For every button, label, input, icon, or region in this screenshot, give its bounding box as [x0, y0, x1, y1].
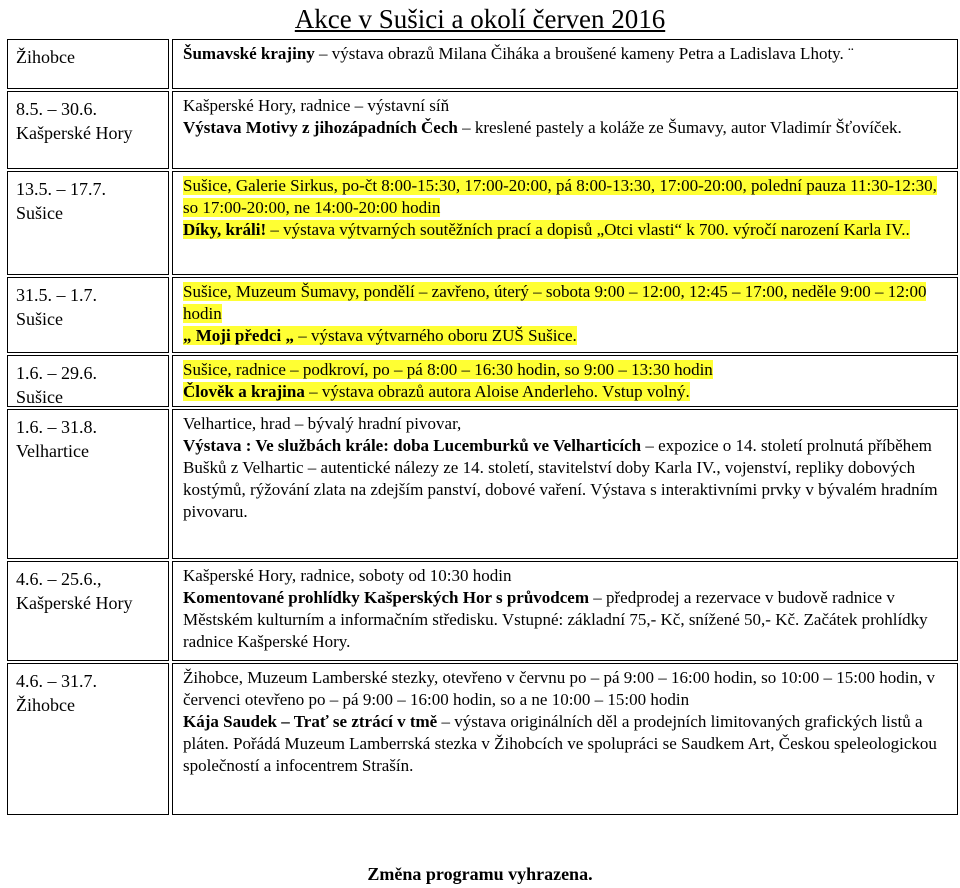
event-paragraph: [183, 43, 947, 65]
event-paragraph: [183, 413, 947, 435]
event-text: – předprodej a rezervace v budově radnice v Městském kulturním a informačním středisku. Vstupné: základní 75,- Kč, snížené 50,- Kč. Začátek prohlídky radnice Kašperské Hory.: [183, 588, 928, 651]
event-date-place: [7, 409, 169, 559]
event-name: Šumavské krajiny: [183, 44, 315, 63]
event-text: Velhartice, hrad – bývalý hradní pivovar,: [183, 414, 462, 433]
table-row: [7, 171, 958, 275]
event-text: – výstava výtvarných soutěžních prací a dopisů „Otci vlasti“ k 700. výročí narození Karla IV..: [266, 220, 910, 239]
table-row: [7, 277, 958, 353]
event-text: – výstava obrazů Milana Čiháka a broušené kameny Petra a Ladislava Lhoty. ¨: [314, 44, 854, 63]
event-description: [172, 561, 958, 661]
event-date-place: [7, 355, 169, 407]
event-name: Komentované prohlídky Kašperských Hor s průvodcem: [183, 588, 589, 607]
footer-note: Změna programu vyhrazena.: [367, 864, 593, 884]
event-text: – kreslené pastely a koláže ze Šumavy, autor Vladimír Šťovíček.: [457, 118, 902, 137]
event-date-place: [7, 561, 169, 661]
event-place: Velhartice: [16, 441, 89, 461]
event-paragraph: [183, 281, 947, 325]
event-text: – výstava originálních děl a prodejních limitovaných grafických listů a pláten. Pořádá Muzeum Lamberrská stezka v Žihobcích ve spolupráci se Saudkem Art, Českou speleologickou společností a infocentrem Strašín.: [183, 712, 937, 775]
event-text: Kašperské Hory, radnice, soboty od 10:30 hodin: [183, 566, 512, 585]
event-date: 13.5. – 17.7.: [16, 179, 106, 199]
event-paragraph: [183, 95, 947, 117]
event-description: [172, 409, 958, 559]
event-description: [172, 39, 958, 89]
event-description: [172, 171, 958, 275]
event-date: 1.6. – 29.6.: [16, 363, 97, 383]
event-date: 31.5. – 1.7.: [16, 285, 97, 305]
event-text: – expozice o 14. století prolnutá příběhem Bušků z Velhartic – autentické nálezy ze 14. století, stavitelství doby Karla IV., vojenství, repliky dobových kostýmů, rýžování zlata na zdejším panství, dobové vaření. Výstava s interaktivními prvky v bývalém hradním pivovaru.: [183, 436, 938, 521]
event-name: Člověk a krajina: [183, 382, 305, 401]
table-row: [7, 561, 958, 661]
event-date-place: [7, 663, 169, 815]
event-name: Výstava Motivy z jihozápadních Čech: [183, 118, 458, 137]
table-row: [7, 355, 958, 407]
event-text: Sušice, Muzeum Šumavy, pondělí – zavřeno, úterý – sobota 9:00 – 12:00, 12:45 – 17:00, neděle 9:00 – 12:00 hodin: [183, 282, 927, 323]
event-paragraph: [183, 667, 947, 711]
event-text: – výstava výtvarného oboru ZUŠ Sušice.: [293, 326, 577, 345]
event-text: Sušice, Galerie Sirkus, po-čt 8:00-15:30, 17:00-20:00, pá 8:00-13:30, 17:00-20:00, polední pauza 11:30-12:30, so 17:00-20:00, ne 14:00-20:00 hodin: [183, 176, 937, 217]
event-paragraph: [183, 359, 947, 381]
event-paragraph: [183, 587, 947, 653]
event-name: Výstava : Ve službách krále: doba Lucemburků ve Velharticích: [183, 436, 642, 455]
table-row: [7, 39, 958, 89]
event-name: Kája Saudek – Trať se ztrácí v tmě: [183, 712, 438, 731]
event-text: Kašperské Hory, radnice – výstavní síň: [183, 96, 450, 115]
table-row: [7, 663, 958, 815]
event-paragraph: [183, 565, 947, 587]
event-date-place: [7, 171, 169, 275]
event-place: Kašperské Hory: [16, 593, 133, 613]
event-place: Sušice: [16, 203, 63, 223]
event-place: Sušice: [16, 387, 63, 407]
event-text: Žihobce, Muzeum Lamberské stezky, otevřeno v červnu po – pá 9:00 – 16:00 hodin, so 10:00 – 15:00 hodin, v červenci otevřeno po – pá 9:00 – 16:00 hodin, so a ne 10:00 – 15:00 hodin: [183, 668, 935, 709]
event-paragraph: [183, 175, 947, 219]
page-title: Akce v Sušici a okolí červen 2016: [294, 4, 666, 34]
event-date-place: [7, 277, 169, 353]
event-date: 1.6. – 31.8.: [16, 417, 97, 437]
event-paragraph: [183, 435, 947, 523]
event-text: – výstava obrazů autora Aloise Anderleho. Vstup volný.: [304, 382, 690, 401]
event-date: 4.6. – 31.7.: [16, 671, 97, 691]
event-name: Díky, králi!: [183, 220, 267, 239]
event-place: Sušice: [16, 309, 63, 329]
events-table: [7, 39, 958, 815]
event-date: 4.6. – 25.6.,: [16, 569, 102, 589]
event-description: [172, 355, 958, 407]
event-date: Žihobce: [16, 47, 75, 67]
event-place: Kašperské Hory: [16, 123, 133, 143]
event-description: [172, 91, 958, 169]
event-description: [172, 663, 958, 815]
event-date-place: [7, 91, 169, 169]
table-row: [7, 409, 958, 559]
event-date-place: [7, 39, 169, 89]
event-place: Žihobce: [16, 695, 75, 715]
event-name: „ Moji předci „: [183, 326, 294, 345]
event-paragraph: [183, 711, 947, 777]
event-paragraph: [183, 117, 947, 139]
event-description: [172, 277, 958, 353]
table-row: [7, 91, 958, 169]
event-text: Sušice, radnice – podkroví, po – pá 8:00 – 16:30 hodin, so 9:00 – 13:30 hodin: [183, 360, 713, 379]
event-paragraph: [183, 219, 947, 241]
event-date: 8.5. – 30.6.: [16, 99, 97, 119]
event-paragraph: [183, 325, 947, 347]
event-paragraph: [183, 381, 947, 403]
